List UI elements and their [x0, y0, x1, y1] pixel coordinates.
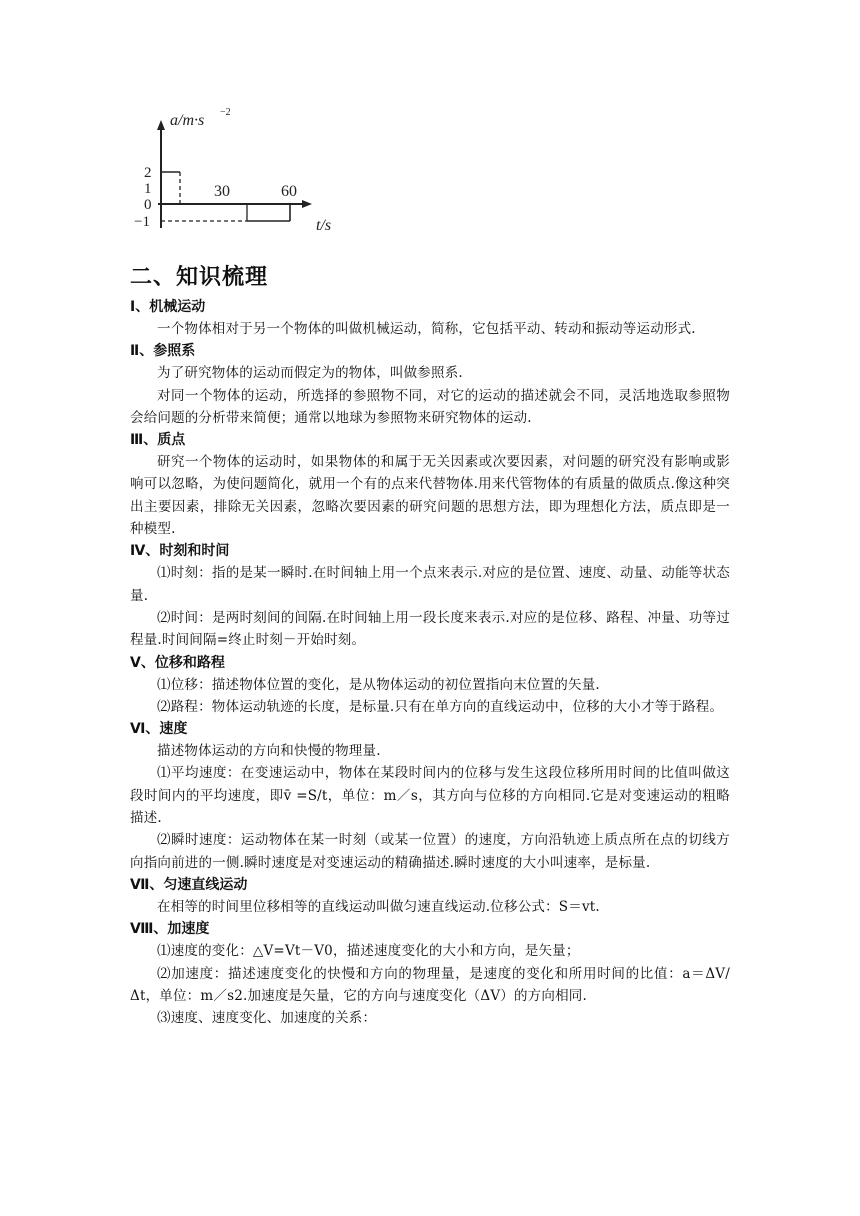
heading-time: Ⅳ、时刻和时间: [130, 543, 230, 560]
y-tick-1: 1: [144, 181, 152, 197]
y-axis-label: a/m·s: [170, 112, 205, 129]
section-uniform-motion: [130, 874, 730, 918]
paragraph: ⑵路程：物体运动轨迹的长度，是标量.只有在单方向的直线运动中，位移的大小才等于路程。: [157, 698, 724, 715]
heading-acceleration: Ⅷ、加速度: [130, 921, 210, 938]
paragraph: 对同一个物体的运动，所选择的参照物不同，对它的运动的描述就会不同，灵活地选取参照物会给问题的分析带来简便；通常以地球为参照物来研究物体的运动.: [130, 387, 730, 426]
section-particle: [130, 429, 730, 540]
paragraph: 研究一个物体的运动时，如果物体的和属于无关因素或次要因素，对问题的研究没有影响或影响可以忽略，为使问题简化，就用一个有的点来代替物体.用来代管物体的有质量的做质点.像这种突出主要因素，排除无关因素，忽略次要因素的研究问题的思想方法，即为理想化方法，质点即是一种模型.: [130, 454, 730, 538]
x-tick-30: 30: [214, 183, 230, 200]
section-displacement: [130, 652, 730, 719]
paragraph: ⑴速度的变化：△V=Vt－V0，描述速度变化的大小和方向，是矢量；: [157, 943, 580, 960]
y-axis-exponent: −2: [220, 107, 231, 118]
y-tick-0: 0: [144, 197, 152, 213]
section-reference-frame: [130, 340, 730, 429]
heading-uniform-motion: Ⅶ、匀速直线运动: [130, 876, 248, 893]
paragraph: ⑴位移：描述物体位置的变化，是从物体运动的初位置指向末位置的矢量.: [157, 676, 600, 693]
paragraph: ⑶速度、速度变化、加速度的关系：: [157, 1010, 377, 1027]
y-tick-2: 2: [144, 165, 152, 181]
heading-reference-frame: Ⅱ、参照系: [130, 343, 196, 360]
heading-mechanical-motion: Ⅰ、机械运动: [130, 299, 206, 315]
section-acceleration: [130, 918, 730, 1029]
acceleration-time-graph: [130, 104, 350, 242]
section-time: [130, 540, 730, 651]
document-body: [130, 262, 730, 1029]
paragraph: ⑵时间：是两时刻间的间隔.在时间轴上用一段长度来表示.对应的是位移、路程、冲量、功等过程量.时间间隔=终止时刻－开始时刻。: [130, 609, 730, 649]
y-axis-arrow: [157, 120, 165, 130]
section-mechanical-motion: [130, 296, 730, 340]
heading-velocity: Ⅵ、速度: [130, 721, 188, 738]
paragraph: ⑴平均速度：在变速运动中，物体在某段时间内的位移与发生这段位移所用时间的比值叫做这段时间内的平均速度，即v̄ =S/t，单位：m／s，其方向与位移的方向相同.它是对变速运动的粗略描述.: [130, 765, 730, 827]
heading-displacement: Ⅴ、位移和路程: [130, 654, 225, 671]
paragraph: 在相等的时间里位移相等的直线运动叫做匀速直线运动.位移公式：S＝vt.: [157, 898, 600, 915]
section-velocity: [130, 718, 730, 874]
section-title: 二、知识梳理: [130, 265, 269, 290]
paragraph: 一个物体相对于另一个物体的叫做机械运动，简称，它包括平动、转动和振动等运动形式.: [157, 321, 696, 337]
x-axis-arrow: [302, 200, 312, 208]
graph-svg: [130, 104, 350, 242]
paragraph: 描述物体运动的方向和快慢的物理量.: [157, 743, 381, 760]
x-axis-label: t/s: [316, 217, 332, 234]
paragraph: 为了研究物体的运动而假定为的物体，叫做参照系.: [157, 365, 463, 382]
heading-particle: Ⅲ、质点: [130, 432, 186, 449]
paragraph: ⑵瞬时速度：运动物体在某一时刻（或某一位置）的速度，方向沿轨迹上质点所在点的切线方向指向前进的一侧.瞬时速度是对变速运动的精确描述.瞬时速度的大小叫速率，是标量.: [130, 832, 730, 871]
y-tick-neg1: −1: [134, 214, 150, 230]
x-tick-60: 60: [281, 183, 297, 200]
paragraph: ⑵加速度：描述速度变化的快慢和方向的物理量，是速度的变化和所用时间的比值：a＝ΔV/Δt，单位：m／s2.加速度是矢量，它的方向与速度变化（ΔV）的方向相同.: [130, 965, 730, 1004]
paragraph: ⑴时刻：指的是某一瞬时.在时间轴上用一个点来表示.对应的是位置、速度、动量、动能等状态量.: [130, 565, 730, 604]
